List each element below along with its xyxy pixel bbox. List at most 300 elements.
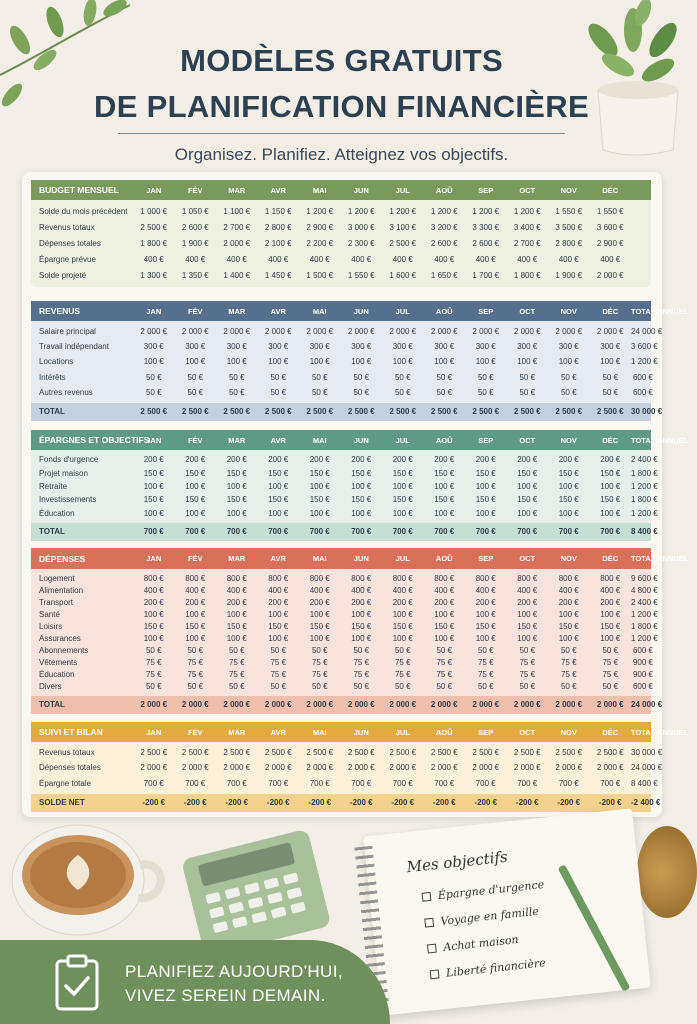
cell-value: 50 € — [187, 387, 204, 397]
cell-value: 75 € — [311, 670, 328, 680]
table-row — [31, 776, 658, 791]
row-label: Locations — [39, 357, 74, 367]
cell-value: 3 500 € — [555, 222, 583, 232]
cell-value: 150 € — [475, 621, 496, 631]
cell-value: 2 000 € — [596, 700, 624, 710]
month-header: NOV — [560, 727, 577, 737]
cell-value: 100 € — [309, 508, 330, 518]
cell-value: 2 600 € — [430, 238, 458, 248]
annual-total-value: -2 400 € — [631, 798, 661, 808]
row-label: TOTAL — [39, 527, 65, 537]
cell-value: 2 500 € — [430, 407, 458, 417]
checkbox-icon — [422, 892, 432, 902]
section-title: DÉPENSES — [39, 553, 86, 564]
cell-value: 3 000 € — [347, 222, 375, 232]
month-header: MAI — [312, 554, 327, 563]
cell-value: 300 € — [558, 342, 579, 352]
month-header: SEP — [478, 435, 494, 445]
cell-value: 700 € — [392, 778, 413, 788]
cell-value: 2 000 € — [181, 763, 209, 773]
annual-total-value: 8 400 € — [631, 778, 658, 788]
cell-value: 100 € — [600, 481, 621, 491]
cell-value: 1 600 € — [389, 270, 417, 280]
clipboard-check-icon — [52, 953, 102, 1013]
month-header: AVR — [270, 435, 286, 445]
cell-value: 100 € — [558, 357, 579, 367]
cell-value: 2 000 € — [472, 700, 500, 710]
cell-value: 75 € — [602, 670, 619, 680]
cell-value: 2 000 € — [430, 327, 458, 337]
cell-value: 150 € — [434, 621, 455, 631]
cell-value: 150 € — [351, 621, 372, 631]
cell-value: 75 € — [436, 670, 453, 680]
row-label: Solde du mois précédent — [39, 206, 128, 216]
cell-value: 100 € — [600, 357, 621, 367]
cell-value: 100 € — [392, 609, 413, 619]
month-header: MAI — [312, 727, 327, 737]
cell-value: 2 500 € — [140, 407, 168, 417]
cell-value: 2 000 € — [181, 327, 209, 337]
cell-value: 2 500 € — [430, 748, 458, 758]
total-row — [31, 403, 663, 421]
month-header: AVR — [270, 727, 286, 737]
cell-value: 2 500 € — [596, 748, 624, 758]
row-label: Revenus totaux — [39, 748, 95, 758]
cell-value: 400 € — [475, 254, 496, 264]
row-label: Santé — [39, 609, 60, 619]
cell-value: 75 € — [477, 658, 494, 668]
cell-value: 100 € — [185, 609, 206, 619]
month-header: MAR — [228, 185, 246, 195]
cell-value: 2 000 € — [513, 327, 541, 337]
cell-value: 2 000 € — [555, 327, 583, 337]
cell-value: 400 € — [309, 254, 330, 264]
notebook-title: Mes objectifs — [405, 847, 509, 877]
row-label: Logement — [39, 573, 75, 583]
cell-value: 2 000 € — [140, 327, 168, 337]
cell-value: 50 € — [560, 372, 577, 382]
cell-value: 1 100 € — [223, 206, 251, 216]
table-row — [31, 681, 651, 693]
cell-value: -200 € — [432, 798, 456, 808]
row-label: Épargne prévue — [39, 254, 96, 264]
month-header: AOÛ — [435, 185, 453, 195]
cell-value: 200 € — [309, 455, 330, 465]
annual-total-value: 1 200 € — [631, 508, 658, 518]
row-label: Fonds d'urgence — [39, 455, 99, 465]
cell-value: 50 € — [311, 372, 328, 382]
cell-value: 400 € — [558, 585, 579, 595]
month-header: FÉV — [187, 185, 203, 195]
table-row — [31, 203, 651, 219]
cell-value: 150 € — [600, 621, 621, 631]
cell-value: 300 € — [185, 342, 206, 352]
annual-total-header: TOTAL ANNUEL — [631, 306, 689, 316]
row-label: SOLDE NET — [39, 798, 85, 808]
cell-value: 2 000 € — [264, 763, 292, 773]
cell-value: 800 € — [351, 573, 372, 583]
cell-value: 75 € — [270, 658, 287, 668]
cell-value: 300 € — [434, 342, 455, 352]
cell-value: 2 500 € — [513, 407, 541, 417]
cell-value: 50 € — [560, 646, 577, 656]
cell-value: -200 € — [142, 798, 166, 808]
cell-value: 200 € — [434, 597, 455, 607]
cell-value: 75 € — [145, 670, 162, 680]
cell-value: -200 € — [349, 798, 373, 808]
cell-value: 75 € — [228, 670, 245, 680]
cell-value: 100 € — [392, 634, 413, 644]
cell-value: -200 € — [225, 798, 249, 808]
cell-value: 1 550 € — [555, 206, 583, 216]
cell-value: 200 € — [600, 597, 621, 607]
cell-value: -200 € — [515, 798, 539, 808]
cell-value: 2 000 € — [555, 700, 583, 710]
cell-value: 400 € — [392, 585, 413, 595]
cell-value: 100 € — [268, 508, 289, 518]
cell-value: 100 € — [600, 634, 621, 644]
month-header: JUL — [395, 306, 410, 316]
cell-value: 200 € — [392, 455, 413, 465]
cell-value: 100 € — [309, 634, 330, 644]
cell-value: 50 € — [228, 682, 245, 692]
cell-value: 2 000 € — [472, 327, 500, 337]
cell-value: 200 € — [351, 455, 372, 465]
month-header: NOV — [560, 306, 577, 316]
cell-value: 200 € — [309, 597, 330, 607]
section-header — [31, 430, 689, 450]
banner-slogan — [125, 960, 343, 1008]
cell-value: 400 € — [434, 254, 455, 264]
cell-value: 2 700 € — [513, 238, 541, 248]
cell-value: 100 € — [226, 357, 247, 367]
cell-value: 300 € — [475, 342, 496, 352]
cell-value: 150 € — [185, 495, 206, 505]
cell-value: 75 € — [394, 658, 411, 668]
cell-value: 75 € — [187, 658, 204, 668]
table-row — [31, 745, 663, 760]
month-header: JAN — [146, 185, 162, 195]
table-row — [31, 370, 651, 385]
cell-value: 100 € — [392, 481, 413, 491]
cell-value: 100 € — [226, 508, 247, 518]
section-header — [31, 722, 689, 742]
cell-value: 2 500 € — [347, 748, 375, 758]
cell-value: 700 € — [226, 527, 247, 537]
annual-total-value: 1 800 € — [631, 621, 658, 631]
annual-total-value: 1 800 € — [631, 468, 658, 478]
cell-value: 2 000 € — [223, 700, 251, 710]
cell-value: 50 € — [436, 682, 453, 692]
cell-value: 700 € — [475, 527, 496, 537]
table-row — [31, 324, 663, 339]
goal-item: Voyage en famille — [424, 905, 539, 930]
cell-value: 2 500 € — [140, 222, 168, 232]
cell-value: 50 € — [436, 372, 453, 382]
table-row — [31, 620, 658, 632]
cell-value: 100 € — [309, 357, 330, 367]
month-header: OCT — [519, 306, 536, 316]
cell-value: 100 € — [143, 357, 164, 367]
month-header: MAR — [228, 306, 246, 316]
cell-value: 2 000 € — [223, 763, 251, 773]
cell-value: -200 € — [474, 798, 498, 808]
cell-value: 300 € — [351, 342, 372, 352]
cell-value: 1 900 € — [181, 238, 209, 248]
cell-value: 3 600 € — [596, 222, 624, 232]
cell-value: 2 000 € — [430, 700, 458, 710]
month-header: OCT — [519, 435, 536, 445]
cell-value: 75 € — [436, 658, 453, 668]
cell-value: 150 € — [517, 468, 538, 478]
table-row — [31, 385, 651, 400]
cell-value: 200 € — [268, 455, 289, 465]
month-header: JAN — [146, 554, 162, 563]
cell-value: 2 500 € — [223, 748, 251, 758]
row-label: Divers — [39, 682, 62, 692]
cell-value: 2 000 € — [223, 327, 251, 337]
row-label: Assurances — [39, 634, 81, 644]
cell-value: 400 € — [143, 254, 164, 264]
cell-value: 150 € — [143, 468, 164, 478]
section-depenses — [31, 548, 689, 714]
row-label: Travail indépendant — [39, 342, 109, 352]
cell-value: 75 € — [560, 670, 577, 680]
cell-value: 400 € — [185, 254, 206, 264]
cell-value: 400 € — [143, 585, 164, 595]
table-row — [31, 480, 658, 493]
month-header: MAI — [312, 185, 327, 195]
cell-value: -200 € — [308, 798, 332, 808]
cell-value: 150 € — [392, 468, 413, 478]
row-label: Autres revenus — [39, 387, 93, 397]
cell-value: 50 € — [602, 372, 619, 382]
month-header: SEP — [478, 306, 494, 316]
cell-value: 2 000 € — [181, 700, 209, 710]
cell-value: 400 € — [268, 585, 289, 595]
cell-value: 50 € — [602, 646, 619, 656]
month-header: AVR — [270, 306, 286, 316]
cell-value: 1 500 € — [306, 270, 334, 280]
goals-notebook — [363, 808, 650, 1015]
month-header: NOV — [560, 554, 577, 563]
table-row — [31, 453, 658, 466]
month-header: AVR — [270, 185, 286, 195]
cell-value: 800 € — [558, 573, 579, 583]
cell-value: 700 € — [517, 778, 538, 788]
cell-value: 50 € — [270, 387, 287, 397]
cell-value: 200 € — [517, 597, 538, 607]
cell-value: 2 000 € — [389, 700, 417, 710]
month-header: OCT — [519, 185, 536, 195]
cell-value: 50 € — [519, 387, 536, 397]
cell-value: 2 500 € — [389, 238, 417, 248]
row-label: Alimentation — [39, 585, 84, 595]
goal-item: Épargne d'urgence — [421, 878, 544, 904]
section-header — [31, 180, 651, 200]
section-header — [31, 548, 689, 569]
cell-value: 100 € — [558, 481, 579, 491]
cell-value: 50 € — [560, 387, 577, 397]
cell-value: 150 € — [434, 468, 455, 478]
footer-banner — [0, 940, 390, 1024]
cell-value: 100 € — [558, 634, 579, 644]
cell-value: 700 € — [185, 527, 206, 537]
month-header: JUN — [353, 185, 369, 195]
annual-total-value: 4 800 € — [631, 585, 658, 595]
annual-total-value: 9 600 € — [631, 573, 658, 583]
month-header: JUL — [395, 727, 410, 737]
table-row — [31, 669, 651, 681]
cell-value: 100 € — [434, 634, 455, 644]
section-epargnes — [31, 430, 689, 541]
month-header: AVR — [270, 554, 286, 563]
cell-value: 2 900 € — [596, 238, 624, 248]
cell-value: 1 000 € — [140, 206, 168, 216]
cell-value: 150 € — [558, 468, 579, 478]
cell-value: 300 € — [392, 342, 413, 352]
row-label: Intérêts — [39, 372, 66, 382]
annual-total-value: 2 400 € — [631, 455, 658, 465]
cell-value: 150 € — [600, 495, 621, 505]
title-line-1: MODÈLES GRATUITS — [180, 43, 503, 78]
annual-total-value: 24 000 € — [631, 763, 663, 773]
annual-total-value: 24 000 € — [631, 700, 663, 710]
row-label: Revenus totaux — [39, 222, 95, 232]
cell-value: 200 € — [143, 455, 164, 465]
month-header: DÉC — [602, 435, 619, 445]
cell-value: 1 350 € — [181, 270, 209, 280]
cell-value: 200 € — [517, 455, 538, 465]
cell-value: 2 000 € — [306, 763, 334, 773]
cell-value: 2 500 € — [181, 748, 209, 758]
table-row — [31, 645, 651, 657]
goal-item: Liberté financière — [429, 956, 546, 981]
cell-value: 400 € — [600, 585, 621, 595]
table-row — [31, 760, 663, 775]
cell-value: 200 € — [475, 597, 496, 607]
month-header: OCT — [519, 554, 536, 563]
cell-value: 2 800 € — [264, 222, 292, 232]
cell-value: 150 € — [185, 621, 206, 631]
cell-value: 1 650 € — [430, 270, 458, 280]
cell-value: 50 € — [228, 387, 245, 397]
table-row — [31, 507, 658, 520]
row-label: TOTAL — [39, 407, 65, 417]
cell-value: 200 € — [475, 455, 496, 465]
cell-value: -200 € — [266, 798, 290, 808]
table-row — [31, 657, 651, 669]
month-header: JUN — [353, 554, 369, 563]
cell-value: 100 € — [600, 508, 621, 518]
cell-value: 400 € — [517, 254, 538, 264]
cell-value: 50 € — [477, 372, 494, 382]
section-revenus — [31, 301, 689, 421]
month-header: MAI — [312, 435, 327, 445]
cell-value: 150 € — [268, 495, 289, 505]
annual-total-value: 3 600 € — [631, 342, 658, 352]
table-row — [31, 572, 658, 584]
cell-value: 50 € — [394, 646, 411, 656]
table-row — [31, 584, 658, 596]
cell-value: 50 € — [311, 682, 328, 692]
cell-value: 800 € — [517, 573, 538, 583]
cell-value: 1 200 € — [472, 206, 500, 216]
cell-value: 1 800 € — [513, 270, 541, 280]
cell-value: 2 000 € — [264, 327, 292, 337]
cell-value: 100 € — [309, 609, 330, 619]
cell-value: 100 € — [143, 634, 164, 644]
cell-value: 300 € — [309, 342, 330, 352]
cell-value: 150 € — [226, 468, 247, 478]
month-header: JAN — [146, 435, 162, 445]
cell-value: 2 500 € — [389, 407, 417, 417]
cell-value: 1 700 € — [472, 270, 500, 280]
cell-value: 50 € — [394, 387, 411, 397]
cell-value: 50 € — [187, 682, 204, 692]
month-header: MAR — [228, 554, 246, 563]
cell-value: 50 € — [602, 387, 619, 397]
cell-value: 1 800 € — [140, 238, 168, 248]
annual-total-value: 1 800 € — [631, 495, 658, 505]
cell-value: 2 000 € — [513, 763, 541, 773]
cell-value: -200 € — [183, 798, 207, 808]
cell-value: 400 € — [434, 585, 455, 595]
cell-value: 200 € — [558, 455, 579, 465]
cell-value: 50 € — [353, 682, 370, 692]
cell-value: 2 200 € — [306, 238, 334, 248]
cell-value: 1 200 € — [430, 206, 458, 216]
cell-value: 700 € — [600, 778, 621, 788]
title-line-2: DE PLANIFICATION FINANCIÈRE — [94, 89, 589, 124]
cell-value: -200 € — [557, 798, 581, 808]
cell-value: 50 € — [477, 646, 494, 656]
cell-value: 2 000 € — [555, 763, 583, 773]
cell-value: 200 € — [558, 597, 579, 607]
month-header: NOV — [560, 185, 577, 195]
cell-value: 75 € — [311, 658, 328, 668]
cell-value: 700 € — [434, 527, 455, 537]
cell-value: 100 € — [475, 634, 496, 644]
cell-value: 100 € — [392, 508, 413, 518]
table-row — [31, 251, 651, 267]
cell-value: 2 500 € — [555, 407, 583, 417]
month-header: FÉV — [187, 306, 203, 316]
cell-value: 100 € — [185, 481, 206, 491]
annual-total-value: 900 € — [632, 658, 653, 668]
cell-value: 50 € — [270, 646, 287, 656]
cell-value: 150 € — [475, 468, 496, 478]
cell-value: 50 € — [560, 682, 577, 692]
annual-total-value: 900 € — [632, 670, 653, 680]
cell-value: 200 € — [226, 597, 247, 607]
month-header: JUN — [353, 435, 369, 445]
cell-value: 800 € — [600, 573, 621, 583]
cell-value: 100 € — [434, 508, 455, 518]
cell-value: 700 € — [143, 778, 164, 788]
cell-value: 2 500 € — [264, 407, 292, 417]
cell-value: 1 550 € — [596, 206, 624, 216]
cell-value: 2 600 € — [472, 238, 500, 248]
cell-value: 1 200 € — [389, 206, 417, 216]
cell-value: 50 € — [228, 372, 245, 382]
cell-value: 75 € — [270, 670, 287, 680]
cell-value: 2 000 € — [389, 763, 417, 773]
cell-value: 700 € — [226, 778, 247, 788]
annual-total-value: 24 000 € — [631, 327, 663, 337]
cell-value: 2 000 € — [347, 327, 375, 337]
table-row — [31, 493, 658, 506]
